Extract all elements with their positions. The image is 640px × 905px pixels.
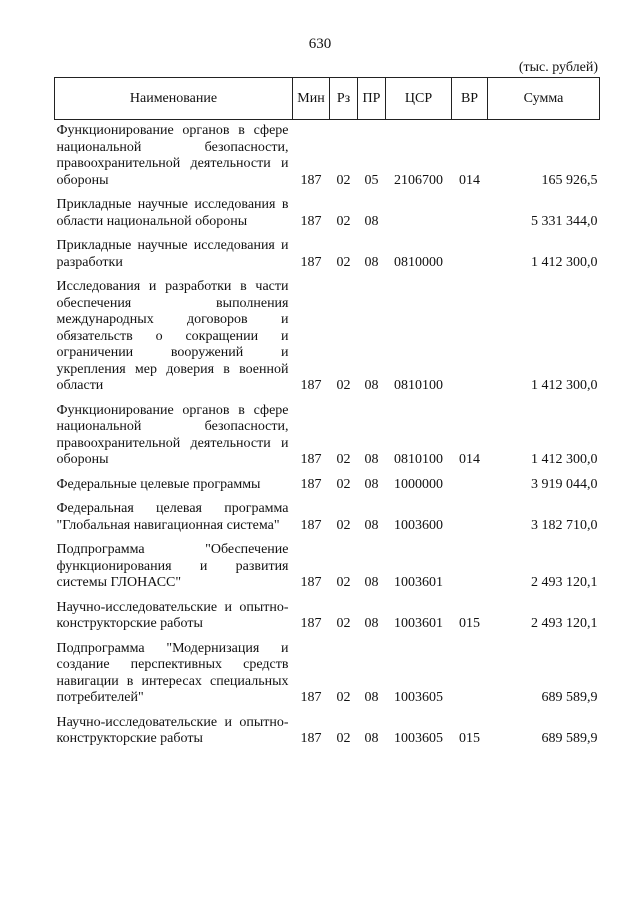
row-csr: 1003605 [394,690,443,705]
row-min: 187 [300,452,322,467]
row-csr: 1003601 [394,616,443,631]
row-sum: 165 926,5 [541,172,598,188]
header-sum: Сумма [488,78,600,120]
table-row [55,120,600,195]
row-vr [452,498,488,539]
row-rz: 02 [336,690,351,705]
row-csr: 1003605 [394,731,443,746]
row-min: 187 [300,172,322,188]
row-csr: 1000000 [394,476,443,492]
row-vr: 014 [459,452,480,467]
table-row [55,539,600,597]
row-name: Федеральная целевая программа "Глобальная навигационная система" [56,501,289,533]
row-sum: 5 331 344,0 [531,213,598,229]
row-pr: 08 [364,452,379,467]
row-name: Прикладные научные исследования и разработки [56,238,289,270]
row-name: Научно-исследовательские и опытно-конструкторские работы [56,599,289,631]
row-min: 187 [300,517,322,533]
table-row [55,235,600,276]
row-sum: 689 589,9 [541,731,598,746]
header-name: Наименование [55,78,293,120]
row-rz: 02 [336,452,351,467]
header-min: Мин [293,78,330,120]
row-csr: 0810000 [394,254,443,270]
row-pr: 08 [364,575,379,590]
row-sum: 689 589,9 [541,690,598,705]
row-rz: 02 [336,476,351,492]
row-csr [386,194,452,235]
table-row [55,194,600,235]
row-csr: 0810100 [394,452,443,467]
row-rz: 02 [336,378,351,393]
row-vr [452,539,488,597]
row-vr [452,474,488,499]
row-sum: 3 919 044,0 [531,476,598,492]
row-vr: 015 [459,616,480,631]
row-min: 187 [300,213,322,229]
header-pr: ПР [358,78,386,120]
table-row [55,474,600,499]
row-csr: 2106700 [394,172,443,188]
row-rz: 02 [336,616,351,631]
row-pr: 08 [364,690,379,705]
row-vr: 015 [459,731,480,746]
table-row [55,400,600,474]
row-sum: 1 412 300,0 [531,378,598,393]
row-rz: 02 [336,172,351,188]
row-pr: 08 [364,616,379,631]
row-pr: 08 [364,378,379,393]
row-pr: 08 [364,731,379,746]
row-min: 187 [300,575,322,590]
row-min: 187 [300,616,322,631]
row-rz: 02 [336,731,351,746]
row-pr: 08 [364,254,379,270]
table-header [55,78,600,120]
table-row [55,597,600,638]
row-vr [452,638,488,712]
row-min: 187 [300,690,322,705]
row-pr: 08 [364,517,379,533]
row-csr: 1003600 [394,517,443,533]
row-min: 187 [300,731,322,746]
row-pr: 08 [364,476,379,492]
row-vr [452,276,488,400]
header-vr: ВР [452,78,488,120]
row-vr: 014 [459,172,480,188]
row-sum: 1 412 300,0 [531,254,598,270]
row-name: Прикладные научные исследования в области национальной обороны [56,197,289,229]
row-name: Исследования и разработки в части обеспечения выполнения международных договоров и обязательств о сокращении и ограничении вооружений и укрепления мер доверия в военной области [56,279,289,393]
row-name: Функционирование органов в сфере национальной безопасности, правоохранительной деятельности и обороны [56,123,289,188]
row-name: Функционирование органов в сфере национальной безопасности, правоохранительной деятельности и обороны [56,402,289,467]
row-pr: 08 [364,213,379,229]
units-label: (тыс. рублей) [518,60,598,75]
budget-table [54,77,600,753]
row-rz: 02 [336,254,351,270]
table-row [55,712,600,753]
row-rz: 02 [336,213,351,229]
row-min: 187 [300,254,322,270]
page-number: 630 [308,36,332,52]
row-sum: 1 412 300,0 [531,452,598,467]
row-vr [452,194,488,235]
header-rz: Рз [330,78,358,120]
row-min: 187 [300,378,322,393]
header-csr: ЦСР [386,78,452,120]
row-sum: 2 493 120,1 [531,575,598,590]
table-row [55,276,600,400]
row-pr: 05 [364,172,379,188]
row-name: Подпрограмма "Модернизация и создание перспективных средств навигации в интересах специальных потребителей" [56,640,289,705]
row-rz: 02 [336,517,351,533]
row-vr [452,235,488,276]
row-sum: 3 182 710,0 [531,517,598,533]
table-row [55,638,600,712]
row-name: Подпрограмма "Обеспечение функционирования и развития системы ГЛОНАСС" [56,542,289,590]
table-row [55,498,600,539]
row-csr: 1003601 [394,575,443,590]
row-rz: 02 [336,575,351,590]
row-name: Научно-исследовательские и опытно-конструкторские работы [56,714,289,746]
row-name: Федеральные целевые программы [56,476,261,492]
row-min: 187 [300,476,322,492]
row-sum: 2 493 120,1 [531,616,598,631]
row-csr: 0810100 [394,378,443,393]
